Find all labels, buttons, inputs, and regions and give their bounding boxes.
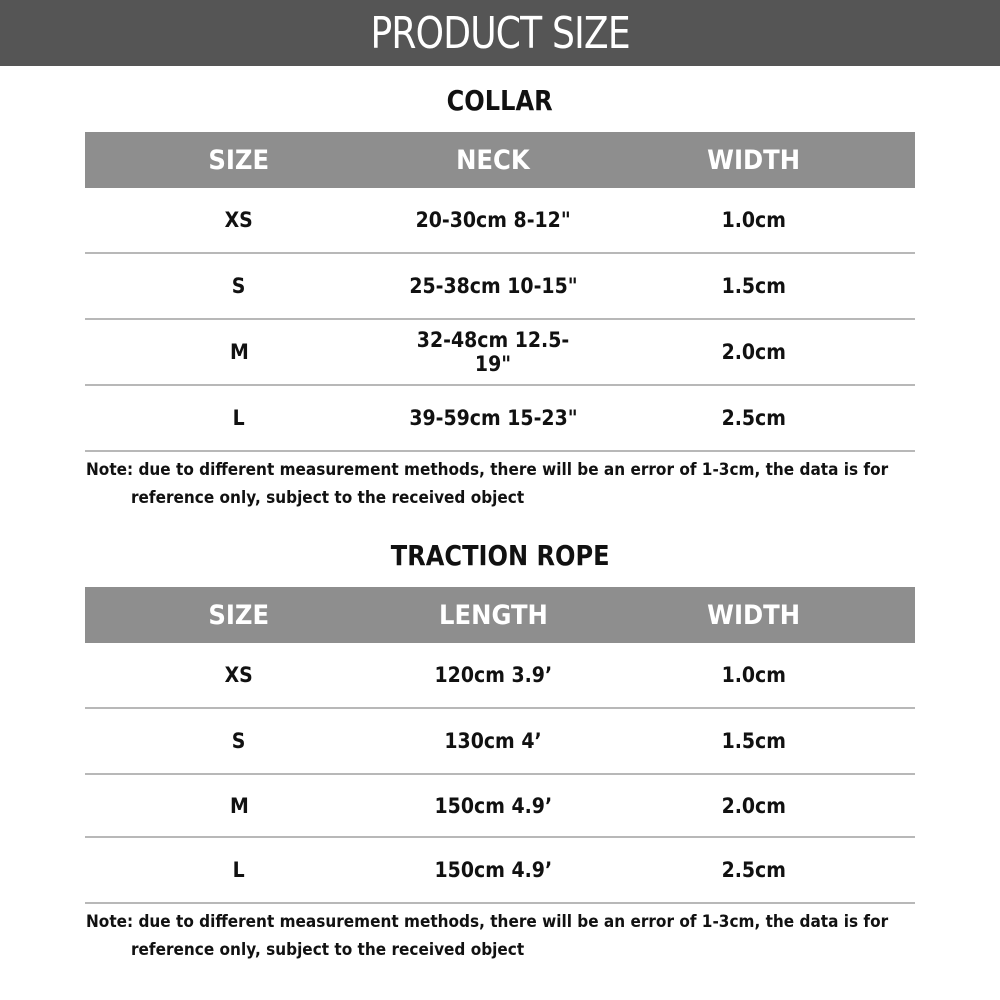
width-cell: 1.5cm [721,729,787,753]
header-width: WIDTH [707,144,801,176]
table-header-row [85,132,915,188]
size-cell: L [232,406,246,430]
length-cell: 150cm 4.9’ [434,793,552,818]
header-neck: NECK [456,144,530,176]
size-cell: XS [224,663,254,687]
page-banner [0,0,1000,66]
collar-section-title [0,84,1000,117]
neck-cell: 39-59cm 15-23" [408,406,578,430]
neck-cell: 32-48cm 12.5-19" [416,328,570,376]
table-row [85,643,915,709]
note-label: Note: [86,912,134,932]
width-cell: 1.0cm [721,208,787,232]
width-cell: 2.5cm [721,406,787,430]
table-row [85,386,915,452]
header-size: SIZE [208,144,270,176]
size-cell: S [232,274,246,298]
length-cell: 150cm 4.9’ [434,858,552,882]
note-label: Note: [86,460,134,480]
length-cell: 120cm 3.9’ [434,663,552,687]
table-row [85,254,915,320]
rope-section-title [0,539,1000,572]
table-header-row [85,587,915,643]
rope-title-text: TRACTION ROPE [390,539,610,572]
size-cell: XS [224,208,254,232]
size-cell: L [232,858,246,882]
width-cell: 1.0cm [721,663,787,687]
table-row [85,188,915,254]
note-text-line1: due to different measurement methods, there will be an error of 1-3cm, the data is for [133,460,889,480]
note-text-line1: due to different measurement methods, there will be an error of 1-3cm, the data is for [133,912,889,932]
table-row [85,775,915,838]
size-cell: M [229,793,249,818]
rope-size-table [85,587,915,904]
width-cell: 2.5cm [721,858,787,882]
width-cell: 1.5cm [721,274,787,298]
collar-title-text: COLLAR [446,84,553,117]
length-cell: 130cm 4’ [444,729,542,753]
neck-cell: 25-38cm 10-15" [408,274,578,298]
size-cell: S [232,729,246,753]
rope-note [86,908,916,964]
collar-size-table [85,132,915,452]
table-row [85,838,915,904]
header-size: SIZE [208,599,270,631]
collar-note [86,456,916,512]
header-width: WIDTH [707,599,801,631]
page-title: PRODUCT SIZE [370,7,630,59]
table-row [85,709,915,775]
width-cell: 2.0cm [721,793,787,818]
table-row [85,320,915,386]
size-cell: M [229,340,249,364]
note-text-line2: reference only, subject to the received object [131,940,525,960]
width-cell: 2.0cm [721,340,787,364]
header-length: LENGTH [438,599,548,631]
note-text-line2: reference only, subject to the received object [131,488,525,508]
neck-cell: 20-30cm 8-12" [415,208,571,232]
